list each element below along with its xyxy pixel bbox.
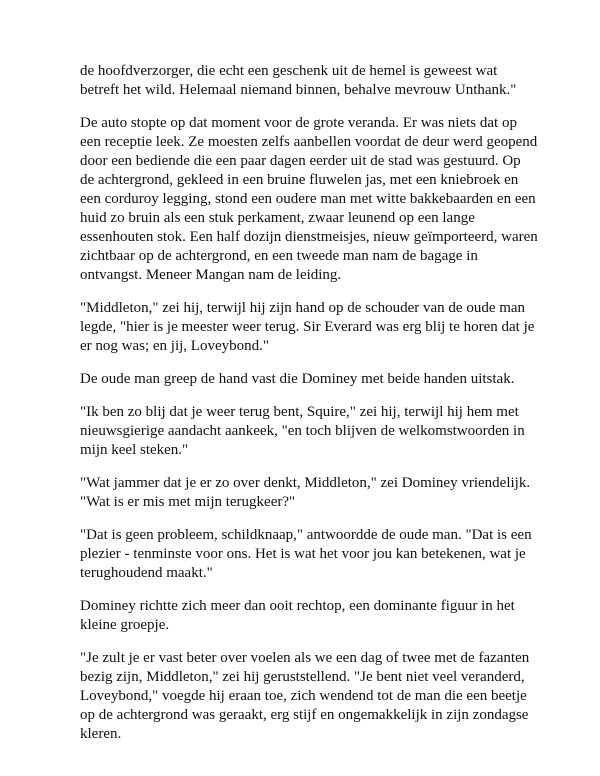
paragraph-1: de hoofdverzorger, die echt een geschenk uit de hemel is geweest wat betreft het wild. Helemaal niemand binnen, behalve mevrouw Unthank." [80, 63, 517, 98]
paragraph-5: "Ik ben zo blij dat je weer terug bent, Squire," zei hij, terwijl hij hem met nieuwsgierige aandacht aankeek, "en toch blijven de welkomstwoorden in mijn keel steken." [80, 404, 525, 458]
paragraph-4: De oude man greep de hand vast die Dominey met beide handen uitstak. [80, 371, 515, 387]
paragraph-6: "Wat jammer dat je er zo over denkt, Middleton," zei Dominey vriendelijk. "Wat is er mis met mijn terugkeer?" [80, 475, 531, 510]
paragraph-9: "Je zult je er vast beter over voelen als we een dag of twee met de fazanten bezig zijn, Middleton," zei hij geruststellend. "Je bent niet veel veranderd, Loveybond," voegde hij eraan toe, zich wendend tot de man die een beetje op de achtergrond was geraakt, erg stijf en ongemakkelijk in zijn zondagse kleren. [80, 650, 530, 742]
paragraph-3: "Middleton," zei hij, terwijl hij zijn hand op de schouder van de oude man legde, "hier is je meester weer terug. Sir Everard was erg blij te horen dat je er nog was; en jij, Loveybond." [80, 300, 535, 354]
paragraph-8: Dominey richtte zich meer dan ooit rechtop, een dominante figuur in het kleine groepje. [80, 598, 515, 633]
paragraph-2: De auto stopte op dat moment voor de grote veranda. Er was niets dat op een receptie leek. Ze moesten zelfs aanbellen voordat de deur werd geopend door een bediende die een paar dagen eerder uit de stad was gestuurd. Op de achtergrond, gekleed in een bruine fluwelen jas, met een kniebroek en een corduroy legging, stond een oudere man met witte bakkebaarden en een huid zo bruin als een stuk perkament, zwaar leunend op een lange essenhouten stok. Een half dozijn dienstmeisjes, nieuw geïmporteerd, waren zichtbaar op de achtergrond, en een tweede man nam de bagage in ontvangst. Meneer Mangan nam de leiding. [80, 115, 538, 283]
paragraph-7: "Dat is geen probleem, schildknaap," antwoordde de oude man. "Dat is een plezier - tenminste voor ons. Het is wat het voor jou kan betekenen, wat je terughoudend maakt." [80, 527, 532, 581]
document-page [80, 62, 540, 758]
